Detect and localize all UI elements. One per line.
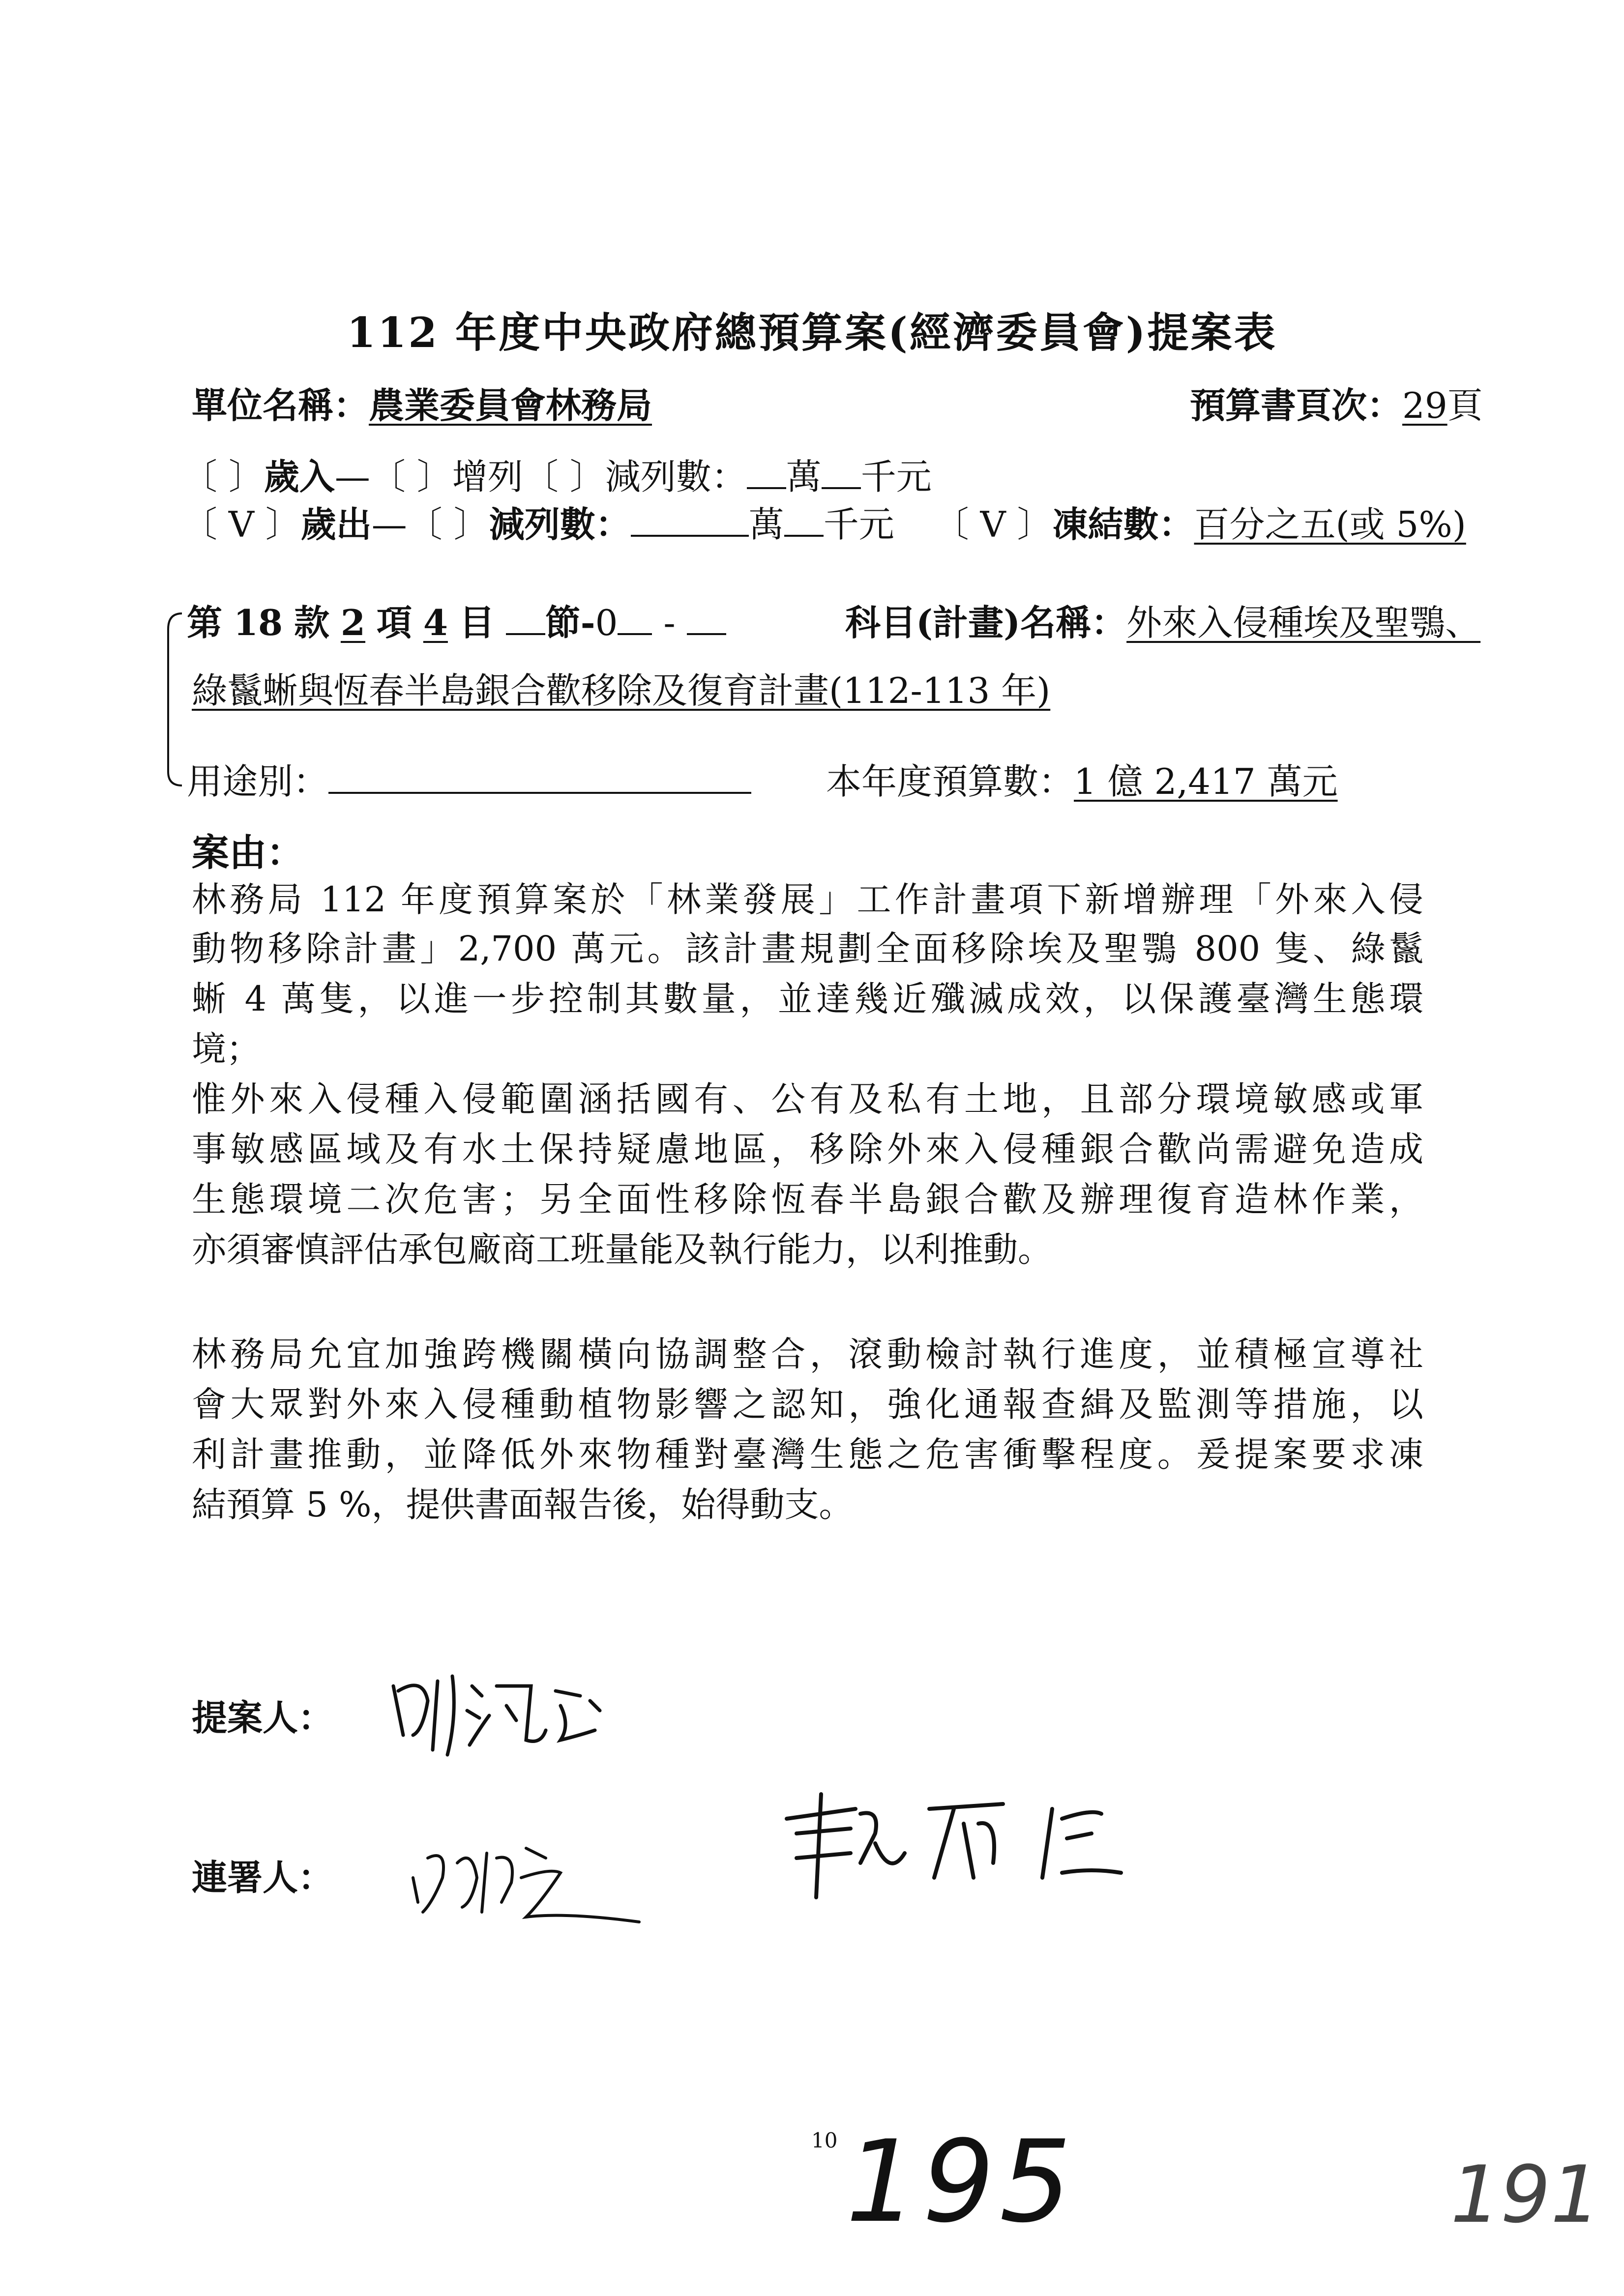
increase-checkbox: 〔 〕 — [370, 456, 452, 497]
cosigner-signature-2 — [767, 1779, 1151, 1907]
annual-budget — [826, 759, 1338, 804]
increase-label: 增列 — [452, 456, 523, 497]
xiang: 項 — [376, 602, 412, 643]
expense-label: 歲出 — [300, 503, 372, 545]
wan-label: 萬 — [748, 504, 784, 545]
handwritten-page-number: 195 — [846, 2117, 1076, 2248]
subject-value-2: 綠鬣蜥與恆春半島銀合歡移除及復育計畫(112-113 年) — [192, 670, 1051, 711]
blank-qian — [784, 504, 824, 537]
decrease-label: 減列數： — [489, 503, 631, 545]
reason-line: 利計畫推動，並降低外來物種對臺灣生態之危害衝擊程度。爰提案要求凍 — [192, 1434, 1423, 1475]
handwritten-sheet-number: 191 — [1450, 2149, 1601, 2240]
reason-line: 結預算 5 %，提供書面報告後，始得動支。 — [192, 1484, 854, 1525]
freeze-value: 百分之五(或 5%) — [1194, 504, 1466, 545]
xiang-number: 2 — [340, 602, 366, 643]
decrease-checkbox: 〔 〕 — [523, 456, 605, 497]
expense-checkbox: 〔 V 〕 — [182, 504, 301, 545]
blank-wan — [747, 457, 786, 489]
qian-label: 千元 — [823, 504, 894, 545]
usage-label: 用途別： — [187, 761, 329, 802]
jie: 節- — [545, 602, 595, 643]
unit-value: 農業委員會林務局 — [369, 384, 652, 426]
decrease-checkbox: 〔 〕 — [407, 504, 489, 545]
freeze-checkbox: 〔 V 〕 — [933, 504, 1053, 545]
qian-label: 千元 — [860, 456, 932, 497]
decrease-label: 減列數： — [605, 456, 747, 497]
freeze-label: 凍結數： — [1052, 503, 1194, 545]
unit-label: 單位名稱： — [192, 384, 369, 426]
subject — [845, 601, 1480, 645]
kuan: 款 — [294, 602, 330, 643]
reason-heading: 案由： — [192, 831, 304, 874]
blank — [687, 603, 726, 635]
page-title: 112 年度中央政府總預算案(經濟委員會)提案表 — [347, 308, 1277, 357]
subject-label: 科目(計畫)名稱： — [845, 602, 1127, 643]
budget-label: 本年度預算數： — [826, 761, 1074, 802]
reason-line: 事敏感區域及有水土保持疑慮地區，移除外來入侵種銀合歡尚需避免造成 — [192, 1129, 1423, 1169]
page-ref-suffix: 頁 — [1447, 385, 1483, 426]
cosigner-signature-1 — [403, 1819, 659, 1927]
unit-name — [192, 383, 652, 428]
budget-book-page — [1190, 383, 1483, 428]
cosigner-label: 連署人： — [192, 1857, 334, 1898]
reason-line: 惟外來入侵種入侵範圍涵括國有、公有及私有土地，且部分環境敏感或軍 — [192, 1079, 1423, 1119]
kuan-number: 18 — [233, 602, 283, 643]
reason-line: 境； — [192, 1029, 261, 1069]
page-ref-value: 29 — [1402, 385, 1447, 426]
revenue-line — [182, 455, 932, 499]
left-bracket — [157, 610, 187, 791]
proposer-label: 提案人： — [192, 1697, 334, 1739]
reason-line: 動物移除計畫」2,700 萬元。該計畫規劃全面移除埃及聖鶚 800 隻、綠鬣 — [192, 929, 1423, 969]
blank-wan — [631, 504, 749, 537]
reason-line: 生態環境二次危害；另全面性移除恆春半島銀合歡及辦理復育造林作業， — [192, 1179, 1423, 1220]
blank-qian — [822, 457, 861, 489]
jie-number: 0 — [595, 602, 618, 643]
revenue-label: 歲入 — [264, 456, 335, 497]
blank — [506, 603, 545, 635]
budget-value: 1 億 2,417 萬元 — [1074, 761, 1338, 802]
wan-label: 萬 — [786, 456, 822, 497]
usage — [187, 759, 751, 804]
reason-line: 蜥 4 萬隻，以進一步控制其數量，並達幾近殲滅成效，以保護臺灣生態環 — [192, 979, 1423, 1019]
blank — [618, 603, 652, 635]
dash: - — [663, 602, 676, 643]
item-line — [187, 601, 726, 645]
expense-line — [182, 502, 1466, 547]
mu-number: 4 — [423, 602, 448, 643]
mu: 目 — [459, 602, 495, 643]
reason-line: 亦須審慎評估承包廠商工班量能及執行能力，以利推動。 — [192, 1229, 1052, 1270]
proposer-signature — [384, 1657, 639, 1770]
subject-value-1: 外來入侵種埃及聖鶚、 — [1126, 602, 1481, 643]
reason-line: 林務局 112 年度預算案於「林業發展」工作計畫項下新增辦理「外來入侵 — [192, 879, 1423, 920]
page-ref-label: 預算書頁次： — [1190, 384, 1403, 426]
di: 第 — [187, 602, 223, 643]
usage-blank — [328, 761, 751, 794]
revenue-checkbox: 〔 〕 — [182, 456, 264, 497]
reason-line: 林務局允宜加強跨機關橫向協調整合，滾動檢討執行進度，並積極宣導社 — [192, 1334, 1423, 1374]
reason-line: 會大眾對外來入侵種動植物影響之認知，強化通報查緝及監測等措施，以 — [192, 1384, 1423, 1424]
page-number: 10 — [811, 2128, 838, 2152]
dash: — — [334, 456, 370, 497]
dash: — — [371, 504, 407, 545]
